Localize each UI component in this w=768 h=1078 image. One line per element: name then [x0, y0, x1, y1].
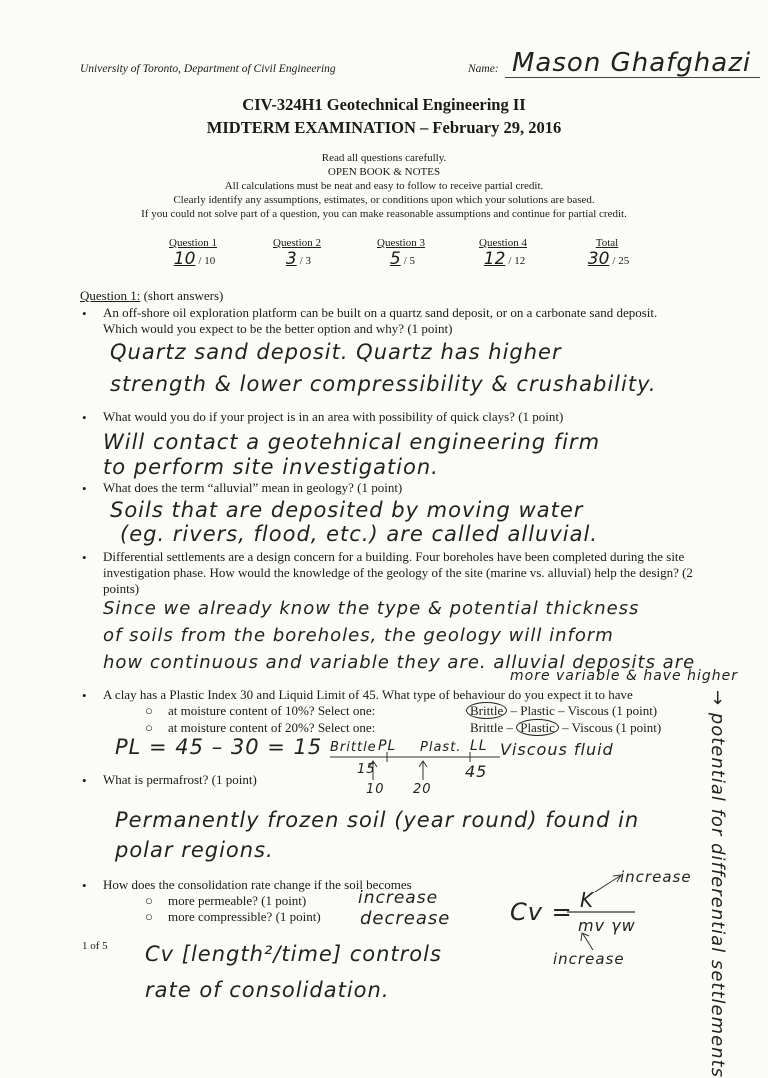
bullet: • — [82, 773, 87, 788]
instruction-line: Clearly identify any assumptions, estimates, or conditions upon which your solutions are based. — [173, 194, 595, 206]
question-text: What does the term “alluvial” mean in geology? (1 point) — [103, 480, 403, 495]
bullet: • — [82, 306, 87, 321]
question-text: Differential settlements are a design concern for a building. Four boreholes have been completed during the site investigation phase. How would the knowledge of the geology of the site (marine vs. alluvial) help the design? (2 points) — [103, 549, 693, 596]
formula-note-top: increase — [620, 868, 692, 886]
handwritten-answer: how continuous and variable they are. alluvial deposits are — [103, 652, 696, 673]
instruction-line: All calculations must be neat and easy to follow to receive partial credit. — [224, 180, 544, 192]
sub-bullet: ○ — [145, 893, 153, 908]
page-number: 1 of 5 — [82, 940, 108, 952]
score-value: 5 / 5 — [389, 249, 416, 269]
handwritten-answer: Cv [length²/time] controls — [145, 942, 442, 966]
side-note-handwritten: → potential for differential settlements — [707, 690, 728, 1078]
sub-question: more compressible? (1 point) — [168, 909, 321, 924]
circled-option: Plastic — [516, 719, 559, 736]
handwritten-answer: polar regions. — [115, 838, 274, 862]
question-text: A clay has a Plastic Index 30 and Liquid Limit of 45. What type of behaviour do you expect it to have — [103, 687, 633, 702]
score-value: 3 / 3 — [285, 249, 312, 269]
question-text: How does the consolidation rate change if the soil becomes — [103, 877, 412, 892]
scale-label: Viscous fluid — [500, 740, 614, 759]
scale-value: 15 — [357, 762, 376, 777]
bullet: • — [82, 410, 87, 425]
handwritten-answer: strength & lower compressibility & crushability. — [110, 372, 657, 396]
sub-question: at moisture content of 20%? Select one: — [168, 720, 376, 735]
option-select: Brittle – Plastic – Viscous (1 point) — [466, 703, 657, 719]
score-value: 10 / 10 — [173, 249, 216, 269]
sub-question: more permeable? (1 point) — [168, 893, 307, 908]
instruction-line: If you could not solve part of a question, you can make reasonable assumptions and continue for partial credit. — [141, 208, 627, 220]
course-title: CIV-324H1 Geotechnical Engineering II — [242, 95, 526, 114]
sub-bullet: ○ — [145, 909, 153, 924]
handwritten-answer: increase — [358, 888, 439, 908]
handwritten-answer: Since we already know the type & potential thickness — [103, 598, 640, 619]
sub-bullet: ○ — [145, 720, 153, 735]
formula-lhs: Cv = — [510, 898, 573, 926]
score-header: Total — [595, 237, 619, 249]
instruction-line: Read all questions carefully. — [321, 152, 447, 164]
handwritten-answer: Will contact a geotehnical engineering firm — [103, 430, 601, 454]
question-text: An off-shore oil exploration platform can be built on a quartz sand deposit, or on a carbonate sand deposit. Which would you expect to be the better option and why? (1 point) — [103, 305, 658, 336]
question-text: What would you do if your project is in an area with possibility of quick clays? (1 point) — [103, 409, 564, 424]
option-select: Brittle – Plastic – Viscous (1 point) — [470, 720, 662, 735]
score-header: Question 4 — [479, 237, 527, 249]
scale-label: PL — [378, 738, 397, 754]
handwritten-answer: of soils from the boreholes, the geology will inform — [103, 625, 614, 646]
scale-label: LL — [470, 738, 488, 754]
handwritten-answer: Quartz sand deposit. Quartz has higher — [110, 340, 562, 364]
handwritten-answer: (eg. rivers, flood, etc.) are called alluvial. — [120, 522, 598, 546]
bullet: • — [82, 481, 87, 496]
question1-title: Question 1: (short answers) — [80, 288, 224, 303]
name-label: Name: — [468, 63, 499, 75]
score-header: Question 1 — [169, 237, 217, 249]
sub-question: at moisture content of 10%? Select one: — [168, 703, 376, 718]
instruction-line: OPEN BOOK & NOTES — [327, 166, 441, 178]
formula-numerator: K — [580, 888, 595, 912]
scale-label: Plast. — [420, 740, 462, 755]
handwritten-answer: Soils that are deposited by moving water — [110, 498, 584, 522]
handwritten-answer: rate of consolidation. — [145, 978, 390, 1002]
handwritten-answer: to perform site investigation. — [103, 455, 439, 479]
formula-denominator: mv γw — [578, 916, 636, 935]
handwritten-answer: Permanently frozen soil (year round) found in — [115, 808, 640, 832]
score-value: 30 / 25 — [587, 249, 630, 269]
bullet: • — [82, 688, 87, 703]
score-header: Question 2 — [273, 237, 321, 249]
student-name-handwritten: Mason Ghafghazi — [512, 48, 752, 78]
circled-option: Brittle — [466, 702, 507, 719]
formula-note-bottom: increase — [553, 950, 625, 968]
sub-bullet: ○ — [145, 703, 153, 718]
university-department: University of Toronto, Department of Civil Engineering — [80, 63, 336, 75]
scale-value: 10 — [366, 782, 385, 797]
bullet: • — [82, 878, 87, 893]
score-value: 12 / 12 — [483, 249, 526, 269]
scale-value: 20 — [413, 782, 432, 797]
question-text: What is permafrost? (1 point) — [103, 772, 257, 787]
handwritten-pl-calc: PL = 45 – 30 = 15 — [115, 735, 323, 759]
bullet: • — [82, 550, 87, 565]
score-header: Question 3 — [377, 237, 425, 249]
handwritten-answer: decrease — [360, 908, 451, 929]
scale-label: Brittle — [330, 740, 377, 755]
handwritten-answer-continued: more variable & have higher — [510, 668, 739, 684]
exam-title: MIDTERM EXAMINATION – February 29, 2016 — [206, 118, 562, 137]
formula-arrow-down — [575, 930, 605, 952]
scale-value: 45 — [465, 762, 488, 781]
